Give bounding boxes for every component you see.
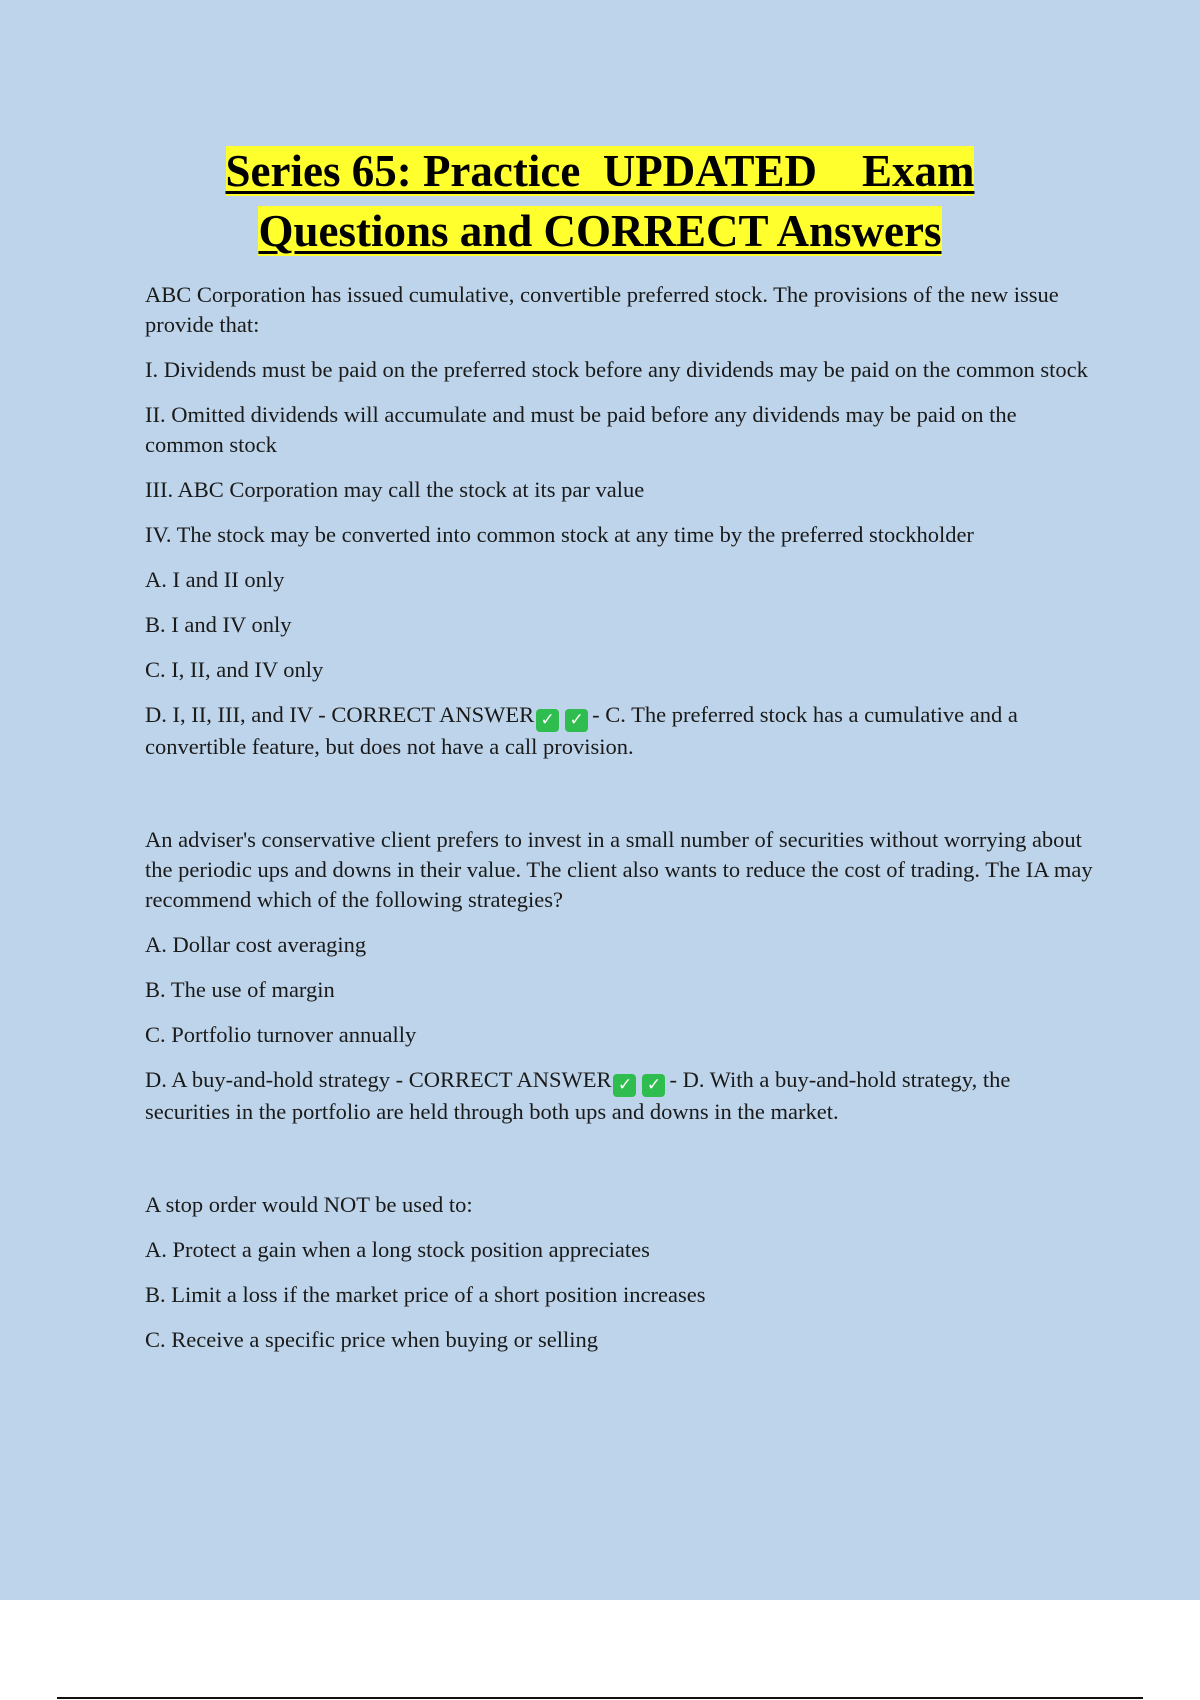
answer-option: B. The use of margin [145, 977, 335, 1002]
checkmark-icon: ✓ [536, 709, 559, 732]
answer-option: B. Limit a loss if the market price of a short position increases [145, 1282, 706, 1307]
statement-item: I. Dividends must be paid on the preferred stock before any dividends may be paid on the common stock [145, 357, 1088, 382]
statement-item: III. ABC Corporation may call the stock at its par value [145, 477, 645, 502]
title-line-2: Questions and CORRECT Answers [258, 206, 942, 256]
answer-option: A. Protect a gain when a long stock position appreciates [145, 1237, 650, 1262]
statement-item: IV. The stock may be converted into common stock at any time by the preferred stockholder [145, 522, 974, 547]
answer-option: A. Dollar cost averaging [145, 932, 367, 957]
answer-option-d: D. I, II, III, and IV - CORRECT ANSWER [145, 702, 535, 727]
footer-divider [57, 1697, 1143, 1699]
checkmark-icon: ✓ [613, 1074, 636, 1097]
question-stem: An adviser's conservative client prefers to invest in a small number of securities without worrying about the periodic ups and downs in their value. The client also wants to reduce the cost of trading. The IA may recommend which of the following strategies? [145, 827, 1093, 912]
document-title [0, 141, 1200, 261]
checkmark-icon: ✓ [642, 1074, 665, 1097]
correct-answer-line [145, 1065, 1095, 1127]
answer-option: C. Portfolio turnover annually [145, 1022, 417, 1047]
answer-explanation: - D. With a buy-and-hold strategy, the securities in the portfolio are held through both ups and downs in the market. [145, 1067, 1011, 1124]
answer-explanation: - C. The preferred stock has a cumulative and a convertible feature, but does not have a call provision. [145, 702, 1018, 759]
question-stem: A stop order would NOT be used to: [145, 1192, 473, 1217]
correct-answer-line [145, 700, 1095, 762]
answer-option: A. I and II only [145, 567, 285, 592]
answer-option: B. I and IV only [145, 612, 292, 637]
statement-item: II. Omitted dividends will accumulate and must be paid before any dividends may be paid on the common stock [145, 402, 1017, 457]
title-line-1: Series 65: Practice UPDATED Exam [225, 146, 975, 196]
question-stem: ABC Corporation has issued cumulative, convertible preferred stock. The provisions of the new issue provide that: [145, 282, 1059, 337]
answer-option: C. I, II, and IV only [145, 657, 324, 682]
answer-option-d: D. A buy-and-hold strategy - CORRECT ANSWER [145, 1067, 612, 1092]
answer-option: C. Receive a specific price when buying or selling [145, 1327, 598, 1352]
checkmark-icon: ✓ [565, 709, 588, 732]
document-body [145, 280, 1095, 1370]
